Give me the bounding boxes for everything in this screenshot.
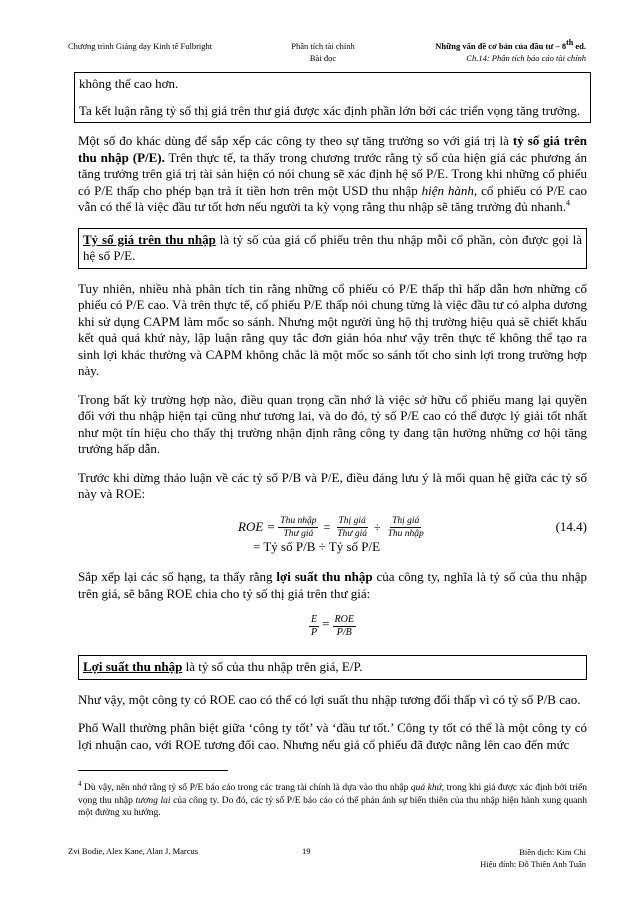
p1-a: Một số đo khác dùng để sắp xếp các công ty theo sự tăng trưởng so với giá trị là (78, 133, 513, 148)
eq2-f2-num: ROE (334, 614, 354, 625)
equation-line2: = Tỷ số P/B ÷ Tỷ số P/E (253, 538, 381, 554)
header-right (435, 40, 586, 64)
footnote-number: 4 (78, 779, 82, 788)
eq2-f1-num: E (311, 614, 318, 625)
equation-ep (78, 614, 587, 639)
def2-term: Lợi suất thu nhập (83, 659, 183, 674)
def2-rest: là tỷ số của thu nhập trên giá, E/P. (182, 659, 363, 674)
p1-e: , cổ phiếu có P/E cao vẫn có thể là việc đầu tư tốt hơn nếu người ta kỳ vọng rằng thu nhập sẽ tăng trưởng đủ nhanh. (78, 182, 587, 214)
paragraph-wall-street: Phố Wall thường phân biệt giữa ‘công ty tốt’ và ‘đầu tư tốt.’ Công ty tốt có thể là một công ty có lợi nhuận cao, với ROE tương đối cao. Nhưng nếu giá cổ phiếu đã được nâng lên cao đến mức (78, 720, 587, 752)
eq-frac-3 (386, 515, 426, 540)
equation-number: (14.4) (555, 518, 587, 534)
box-continued-text: không thể cao hơn. (79, 76, 179, 91)
eq2-f2-den: P/B (336, 627, 352, 638)
header-center-line2: Bài đọc (309, 53, 337, 63)
eq-f2-den: Thư giá (337, 528, 367, 539)
footnote-4 (78, 779, 588, 820)
paragraph-pe-intro (78, 133, 587, 216)
footer-credits (480, 846, 586, 870)
paragraph-before-roe: Trước khi dừng thảo luận về các tỷ số P/B và P/E, điều đáng lưu ý là mối quan hệ giữa các tỷ số này và ROE: (78, 469, 587, 501)
p5-a: Sắp xếp lại các số hạng, ta thấy rằng (78, 569, 277, 584)
eq-equals: = (323, 519, 331, 534)
header-center (268, 40, 378, 64)
definition-earnings-yield-box (78, 655, 587, 680)
header-center-line1: Phân tích tài chính (291, 41, 355, 51)
eq-divide: ÷ (373, 519, 381, 534)
page-content (78, 76, 587, 765)
p5-b: lợi suất thu nhập (276, 569, 373, 584)
eq2-frac-1 (309, 614, 319, 639)
footer-editor: Hiệu đính: Đỗ Thiên Anh Tuấn (480, 859, 586, 869)
eq2-frac-2 (333, 614, 356, 639)
header-right-title-text: Những vấn đề cơ bản của đầu tư – 8 (435, 41, 567, 51)
fn-e: của công ty. Do đó, các tỷ số P/E báo cáo có thể phản ánh sự biến thiên của thu nhập hiện hành xung quanh một đường xu hướng. (78, 795, 588, 818)
equation-14-4 (78, 515, 587, 539)
paragraph-earnings-yield (78, 569, 587, 602)
eq-frac-2 (335, 515, 369, 540)
box-gap (79, 93, 586, 103)
eq-f2-num: Thị giá (338, 515, 366, 526)
fn-d: tương lai (135, 795, 171, 806)
eq2-equals: = (322, 616, 330, 631)
footer-translator: Biên dịch: Kim Chi (519, 847, 586, 857)
footer-authors: Zvi Bodie, Alex Kane, Alan J. Marcus (68, 846, 199, 856)
footnote-ref-4: 4 (566, 198, 570, 208)
def1-rest: là tỷ số của giá cổ phiếu trên thu nhập mỗi cổ phần, còn được gọi là hệ số P/E. (83, 231, 582, 263)
fn-b: quá khứ, (410, 783, 445, 793)
header-right-sup: th (566, 38, 574, 48)
fn-a: Dù vậy, nên nhớ rằng tỷ số P/E báo cáo trong các trang tài chính là dựa vào thu nhập (81, 783, 411, 793)
header-right-chapter: Ch.14: Phân tích báo cáo tài chính (466, 53, 586, 63)
header-right-title-end: ed. (573, 41, 586, 51)
header-right-title (435, 40, 586, 52)
box-continued (74, 72, 591, 123)
p1-c: Trên thực tế, ta thấy trong chương trước rằng tỷ số của hiện giá các phương án tăng trưởng trên giá trị tài sản hiện có nói chung sẽ xác định hệ số P/E. Trong khi những cổ phiếu có P/E thấp cho phép bạn trả ít tiền hơn trên một USD thu nhập (78, 149, 587, 198)
equation-body (238, 515, 429, 540)
eq2-f1-den: P (311, 627, 318, 638)
eq-f3-den: Thu nhập (387, 528, 424, 539)
header-left: Chương trình Giảng dạy Kinh tế Fulbright (68, 41, 213, 51)
eq-f1-den: Thư giá (283, 528, 314, 539)
eq-lhs: ROE = (238, 518, 276, 534)
p1-b: tỷ số giá trên thu nhập (P/E). (78, 133, 587, 165)
page-number: 19 (302, 846, 311, 856)
footnote-rule (78, 770, 228, 771)
definition-pe-box (78, 228, 587, 269)
paragraph-high-roe: Như vậy, một công ty có ROE cao có thể có lợi suất thu nhập tương đối thấp vì có tỷ số P/B cao. (78, 691, 581, 707)
p5-c: của công ty, nghĩa là tỷ số của thu nhập trên giá, sẽ bằng ROE chia cho tỷ số thị giá trên thư giá: (78, 569, 588, 601)
spacer (78, 123, 587, 133)
fn-c: trong khi giá được xác định bởi triển vọng thu nhập (78, 783, 587, 806)
eq-frac-1 (278, 515, 318, 540)
eq-f1-num: Thu nhập (280, 515, 317, 526)
p1-d: hiện hành (421, 182, 474, 198)
def1-term: Tỷ số giá trên thu nhập (83, 231, 216, 247)
eq-f3-num: Thị giá (392, 515, 420, 526)
paragraph-low-pe: Tuy nhiên, nhiều nhà phân tích tin rằng những cổ phiếu có P/E thấp thì hấp dẫn hơn những cổ phiếu có P/E cao. Và trên thực tế, cổ phiếu P/E thấp nói chung từng là việc đầu tư có alpha dương khi sử dụng CAPM làm mốc so sánh. Nhưng một người ủng hộ thị trường hiệu quả sẽ chiết khấu kết quả quá khứ này, lập luận rằng quy tắc đơn giản hóa như vậy trên thực tế không thể tạo ra sinh lợi khác thường và CAPM không chắc là một mốc so sánh tốt cho sinh lợi trong trường hợp này. (78, 280, 587, 378)
box-conclusion: Ta kết luận rằng tỷ số thị giá trên thư giá được xác định phần lớn bởi các triển vọng tăng trưởng. (79, 102, 581, 118)
paragraph-any-case: Trong bất kỳ trường hợp nào, điều quan trọng cần nhớ là việc sở hữu cổ phiếu mang lại quyền đối với thu nhập hiện tại cũng như tương lai, và do đó, tỷ số P/E cao có thể được lý giải tốt nhất như một tín hiệu cho thấy thị trường nhận định rằng công ty đang tận hưởng những cơ hội tăng trưởng hấp dẫn. (78, 391, 587, 456)
